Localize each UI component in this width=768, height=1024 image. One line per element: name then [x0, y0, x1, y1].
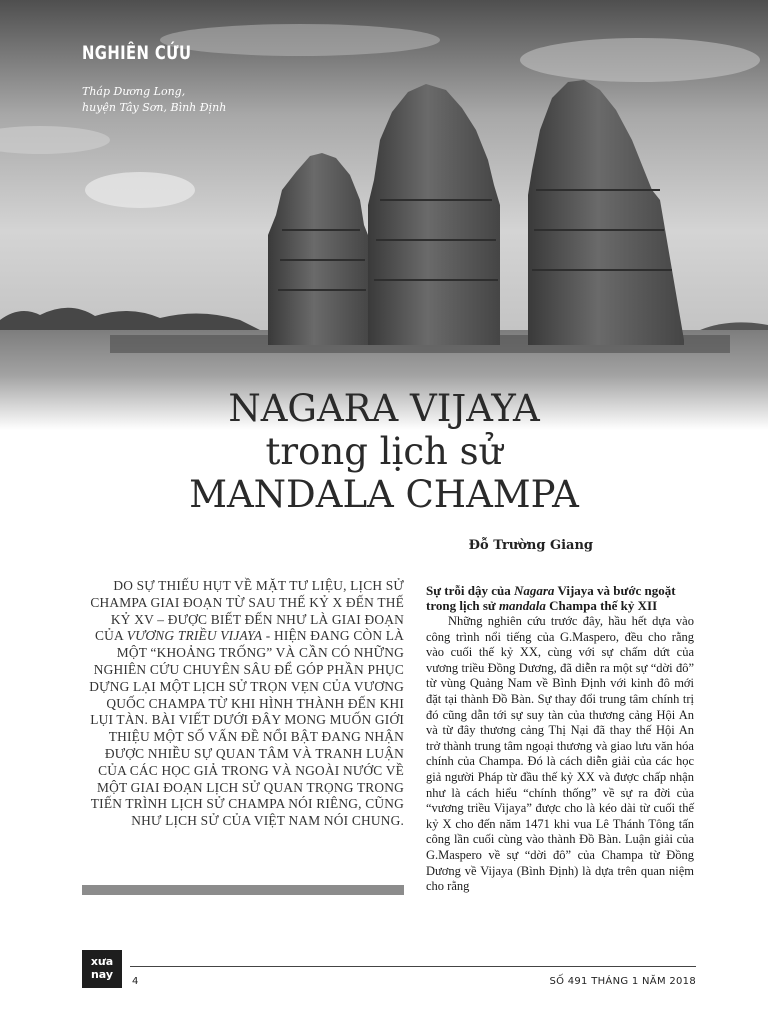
- article-title-line-1: NAGARA VIJAYA: [228, 387, 540, 430]
- section-subheading: [426, 583, 694, 613]
- abstract-text-a: DO SỰ THIẾU HỤT VỀ MẶT TƯ LIỆU, LỊCH SỬ CHAMPA GIAI ĐOẠN TỪ SAU THẾ KỶ X ĐẾN THẾ KỶ XV – ĐƯỢC BIẾT ĐẾN NHƯ LÀ GIAI ĐOẠN CỦA: [90, 578, 404, 644]
- section-label: NGHIÊN CỨU: [82, 42, 192, 64]
- footer-rule: [130, 966, 696, 967]
- tower-photo-illustration: [0, 0, 768, 430]
- photo-caption: [82, 84, 226, 116]
- hero-photo: [0, 0, 768, 430]
- abstract-divider-bar: [82, 885, 404, 895]
- caption-line-2: huyện Tây Sơn, Bình Định: [82, 101, 227, 114]
- body-paragraph: Những nghiên cứu trước đây, hầu hết dựa vào công trình nổi tiếng của G.Maspero, đều cho rằng vào cuối thế kỷ XX, cùng với sự chấm dứt của vương triều Đồng Dương, đã diễn ra một sự “dời đô” từ vùng Quảng Nam về Bình Định với kinh đô mới đặt tại thành Đồ Bàn. Sự thay đổi trung tâm chính trị đó cũng dẫn tới sự suy tàn của thương cảng Hội An và từ đây thương cảng Thị Nại đã thay thế Hội An trở thành trung tâm ngoại thương và giao lưu văn hóa chính của Champa. Đó là cách diễn giải của các học giả người Pháp từ đầu thế kỷ XX và được chấp nhận như là cách hiểu “chính thống” về sự ra đời của “vương triều Vijaya” được cho là kéo dài từ cuối thế kỷ X cho đến năm 1471 khi vua Lê Thánh Tông tấn công lần cuối cùng vào thành Đồ Bàn. Luận giải của G.Maspero về sự “dời đô” của Champa từ Đồng Dương về Vijaya (Bình Định) là dựa trên quan niệm cho rằng: [426, 614, 694, 894]
- subheading-italic-1: Nagara: [513, 583, 555, 598]
- logo-line-2: nay: [90, 968, 114, 981]
- article-abstract: [82, 578, 404, 830]
- subheading-text-b: Vijaya và bước ngoặt trong lịch sử: [426, 583, 676, 613]
- logo-line-1: xưa: [90, 955, 114, 968]
- author-name: Đỗ Trường Giang: [468, 538, 593, 553]
- page-number: 4: [132, 976, 139, 987]
- issue-info: SỐ 491 THÁNG 1 NĂM 2018: [549, 976, 696, 987]
- caption-line-1: Tháp Dương Long,: [82, 85, 186, 98]
- subheading-text-c: Champa thế kỷ XII: [545, 598, 658, 613]
- article-title-line-3: MANDALA CHAMPA: [189, 473, 579, 516]
- subheading-italic-2: mandala: [498, 598, 546, 613]
- body-column: [426, 583, 694, 895]
- magazine-logo-text: [84, 955, 120, 981]
- article-title-line-2: trong lịch sử: [265, 430, 503, 473]
- abstract-text-b: - HIỆN ĐANG CÒN LÀ MỘT “KHOẢNG TRỐNG” VÀ CẦN CÓ NHỮNG NGHIÊN CỨU CHUYÊN SÂU ĐỂ GÓP PHẦN PHỤC DỰNG LẠI MỘT LỊCH SỬ TRỌN VẸN CỦA VƯƠNG QUỐC CHAMPA TỪ KHI HÌNH THÀNH ĐẾN KHI LỤI TÀN. BÀI VIẾT DƯỚI ĐÂY MONG MUỐN GIỚI THIỆU MỘT SỐ VẤN ĐỀ NỔI BẬT ĐANG NHẬN ĐƯỢC NHIỀU SỰ QUAN TÂM VÀ TRANH LUẬN CỦA CÁC HỌC GIẢ TRONG VÀ NGOÀI NƯỚC VỀ MỘT GIAI ĐOẠN LỊCH SỬ QUAN TRỌNG TRONG TIẾN TRÌNH LỊCH SỬ CHAMPA NÓI RIÊNG, CŨNG NHƯ LỊCH SỬ CỦA VIỆT NAM NÓI CHUNG.: [89, 628, 404, 829]
- abstract-italic: VƯƠNG TRIỀU VIJAYA: [126, 628, 263, 644]
- subheading-text-a: Sự trỗi dậy của: [426, 583, 514, 598]
